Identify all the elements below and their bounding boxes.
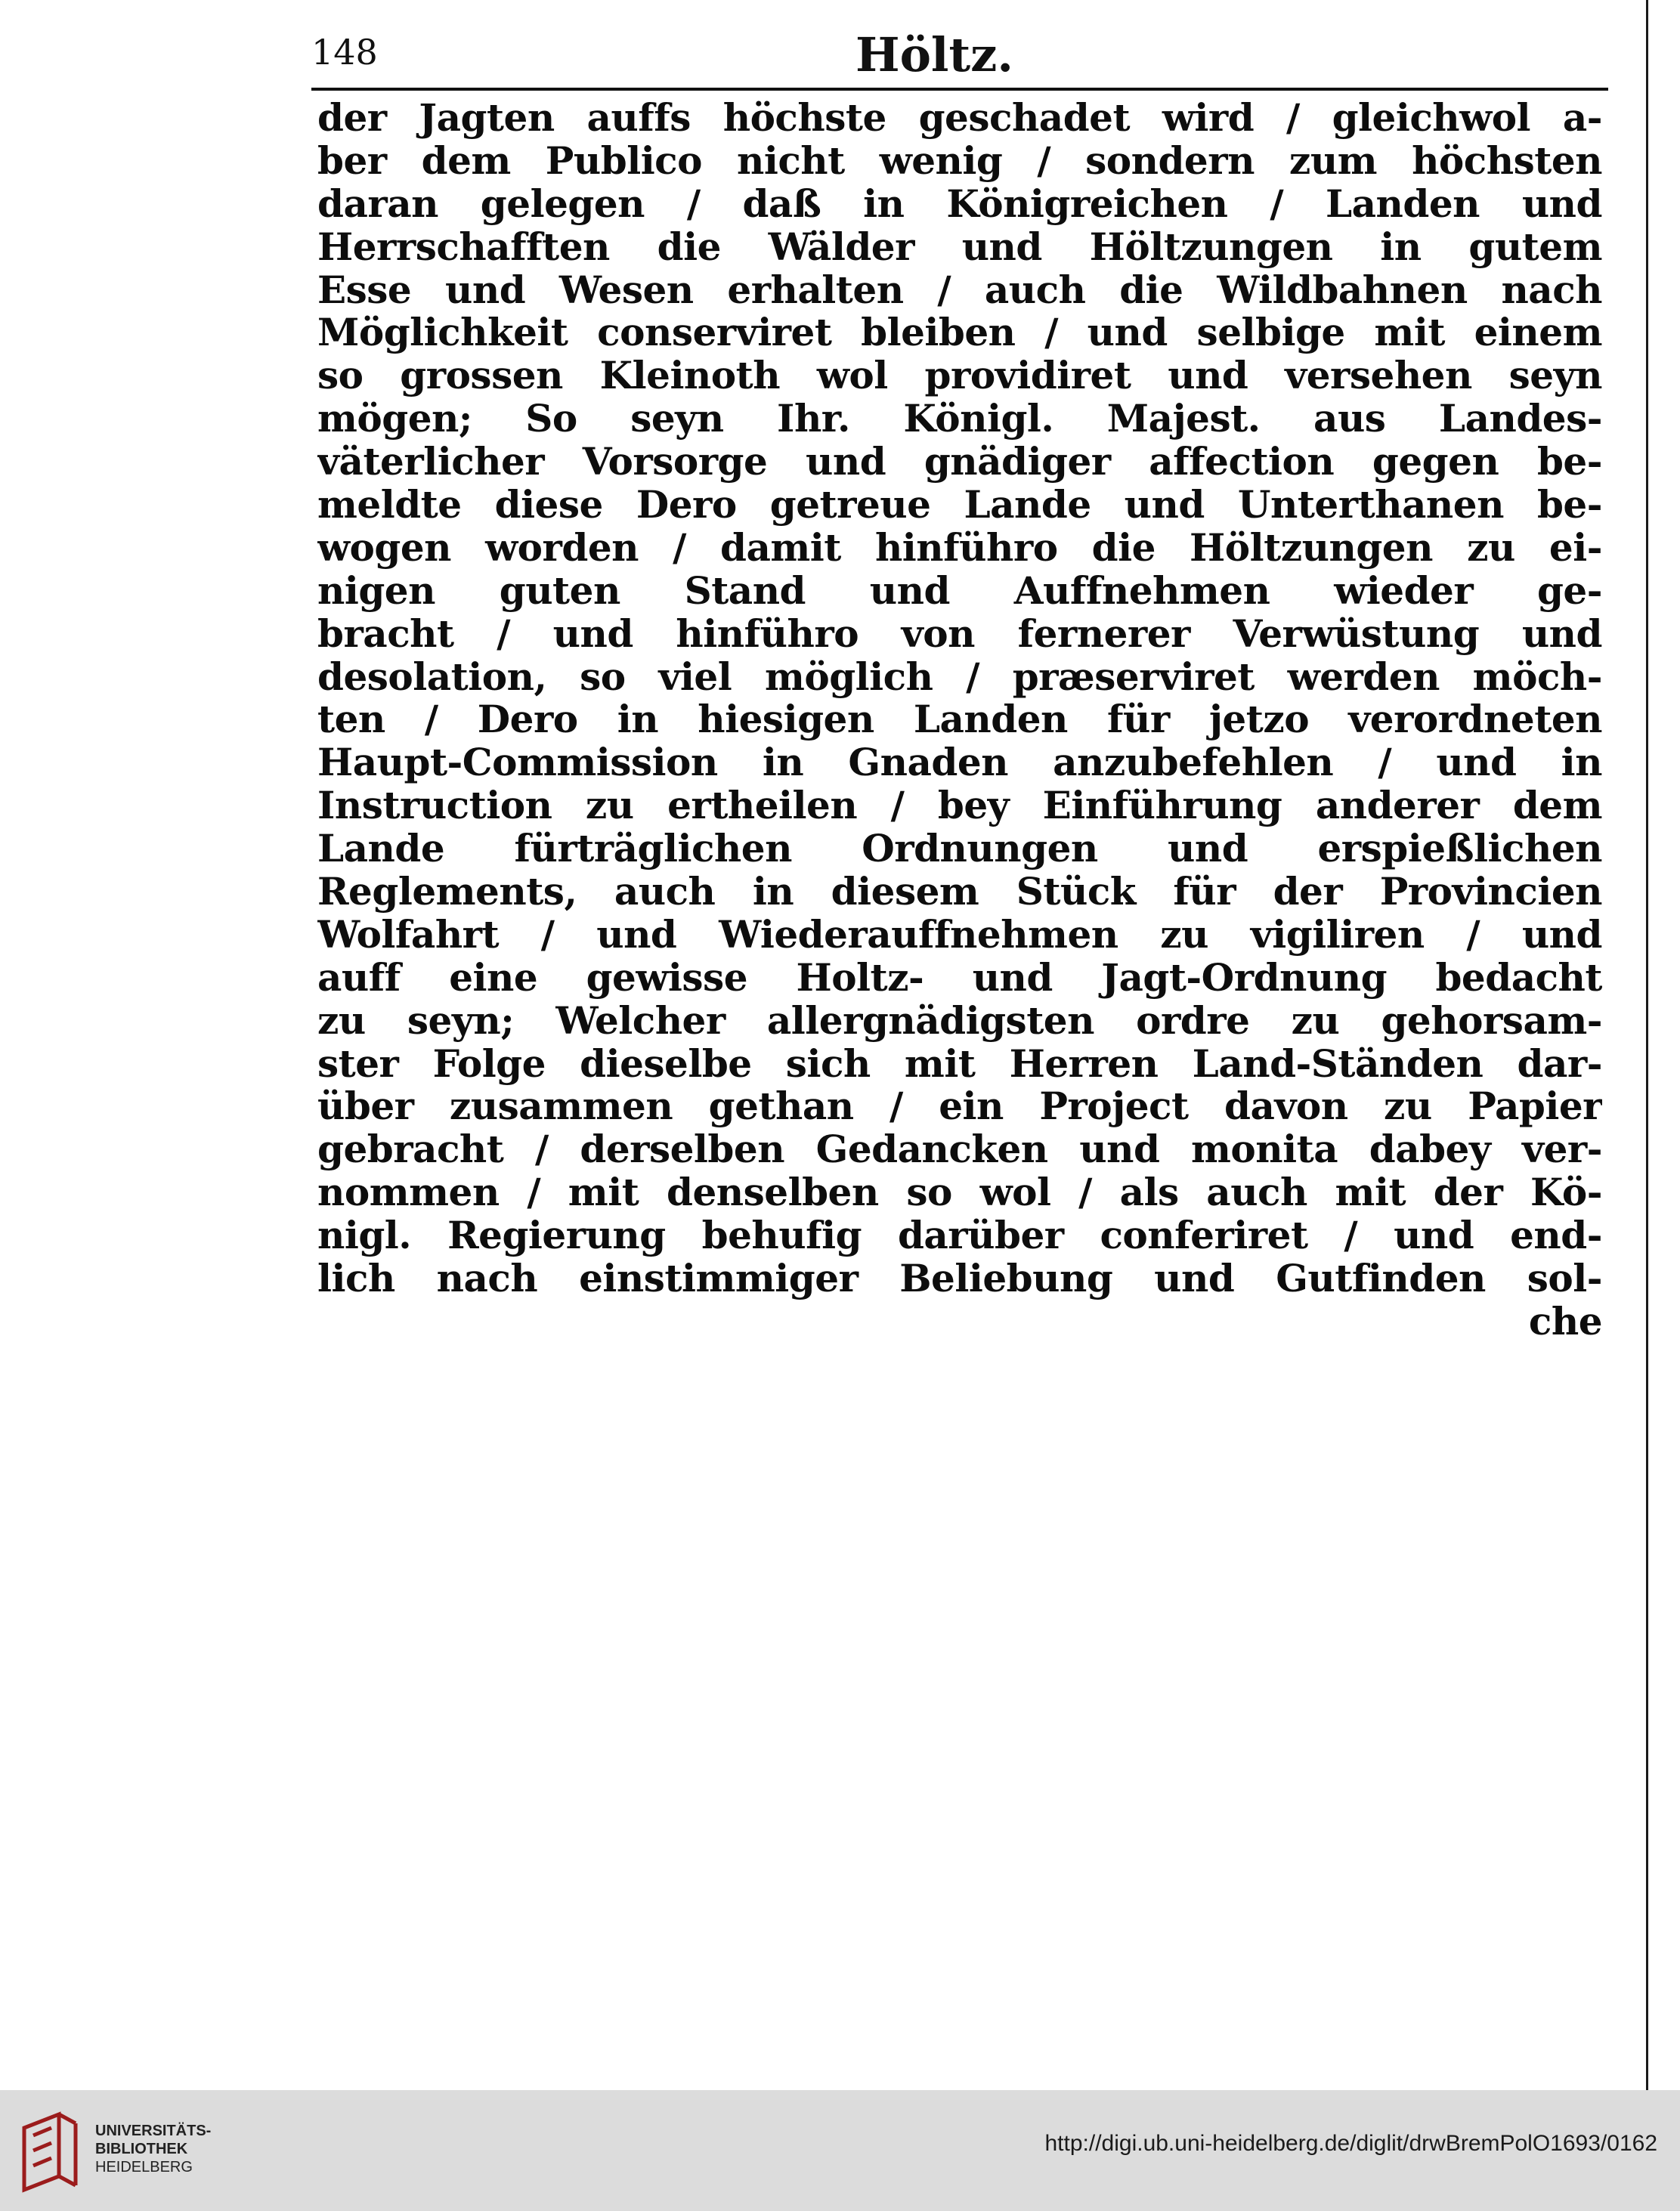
text-line: der Jagten auffs höchste geschadet wird / gleichwol a- — [317, 97, 1602, 140]
text-line: nigen guten Stand und Auffnehmen wieder ge- — [317, 569, 1602, 613]
footer-bar — [0, 2090, 1680, 2211]
text-line: so grossen Kleinoth wol providiret und versehen seyn — [317, 354, 1602, 398]
text-line: gebracht / derselben Gedancken und monita dabey ver- — [317, 1128, 1602, 1172]
text-line: meldte diese Dero getreue Lande und Unterthanen be- — [317, 484, 1602, 527]
text-line: zu seyn; Welcher allergnädigsten ordre zu gehorsam- — [317, 999, 1602, 1043]
page-edge — [1646, 0, 1648, 2090]
text-line: bracht / und hinführo von fernerer Verwüstung und — [317, 612, 1602, 656]
header-rule — [311, 88, 1608, 91]
text-line: Reglements, auch in diesem Stück für der Provincien — [317, 870, 1602, 914]
text-line: wogen worden / damit hinführo die Höltzungen zu ei- — [317, 526, 1602, 570]
text-line: Esse und Wesen erhalten / auch die Wildbahnen nach — [317, 268, 1602, 312]
text-line: Wolfahrt / und Wiederauffnehmen zu vigiliren / und — [317, 913, 1602, 957]
text-line: desolation, so viel möglich / præserviret werden möch- — [317, 655, 1602, 699]
text-line: nommen / mit denselben so wol / als auch mit der Kö- — [317, 1171, 1602, 1215]
library-name — [95, 2122, 211, 2176]
text-line: Herrschafften die Wälder und Höltzungen in gutem — [317, 225, 1602, 269]
text-line: ten / Dero in hiesigen Landen für jetzo verordneten — [317, 698, 1602, 742]
permalink-url[interactable]: http://digi.ub.uni-heidelberg.de/diglit/drwBremPolO1693/0162 — [1044, 2131, 1657, 2156]
page-header — [311, 23, 1611, 91]
body-text — [317, 97, 1602, 1344]
text-line: ber dem Publico nicht wenig / sondern zum höchsten — [317, 139, 1602, 183]
text-line: ster Folge dieselbe sich mit Herren Land-Ständen dar- — [317, 1042, 1602, 1086]
catchword: che — [1528, 1300, 1602, 1344]
text-line: Möglichkeit conserviret bleiben / und selbige mit einem — [317, 311, 1602, 355]
text-line: Haupt-Commission in Gnaden anzubefehlen / und in — [317, 741, 1602, 785]
text-line: daran gelegen / daß in Königreichen / Landen und — [317, 182, 1602, 226]
text-line: lich nach einstimmiger Beliebung und Gutfinden sol- — [317, 1257, 1602, 1300]
library-line-2: BIBLIOTHEK — [95, 2141, 188, 2157]
text-line: über zusammen gethan / ein Project davon zu Papier — [317, 1085, 1602, 1129]
running-title: Höltz. — [855, 27, 1013, 82]
text-line: nigl. Regierung behufig darüber conferiret / und end- — [317, 1214, 1602, 1258]
text-line: auff eine gewisse Holtz- und Jagt-Ordnung bedacht — [317, 956, 1602, 1000]
text-line: väterlicher Vorsorge und gnädiger affection gegen be- — [317, 441, 1602, 484]
page-number: 148 — [311, 32, 378, 73]
ub-heidelberg-logo-icon[interactable] — [20, 2110, 80, 2194]
text-line: mögen; So seyn Ihr. Königl. Majest. aus Landes- — [317, 397, 1602, 441]
library-line-1: UNIVERSITÄTS- — [95, 2123, 212, 2139]
library-line-3: HEIDELBERG — [95, 2159, 193, 2175]
text-line: Lande fürträglichen Ordnungen und erspießlichen — [317, 827, 1602, 871]
text-line: Instruction zu ertheilen / bey Einführung anderer dem — [317, 784, 1602, 828]
